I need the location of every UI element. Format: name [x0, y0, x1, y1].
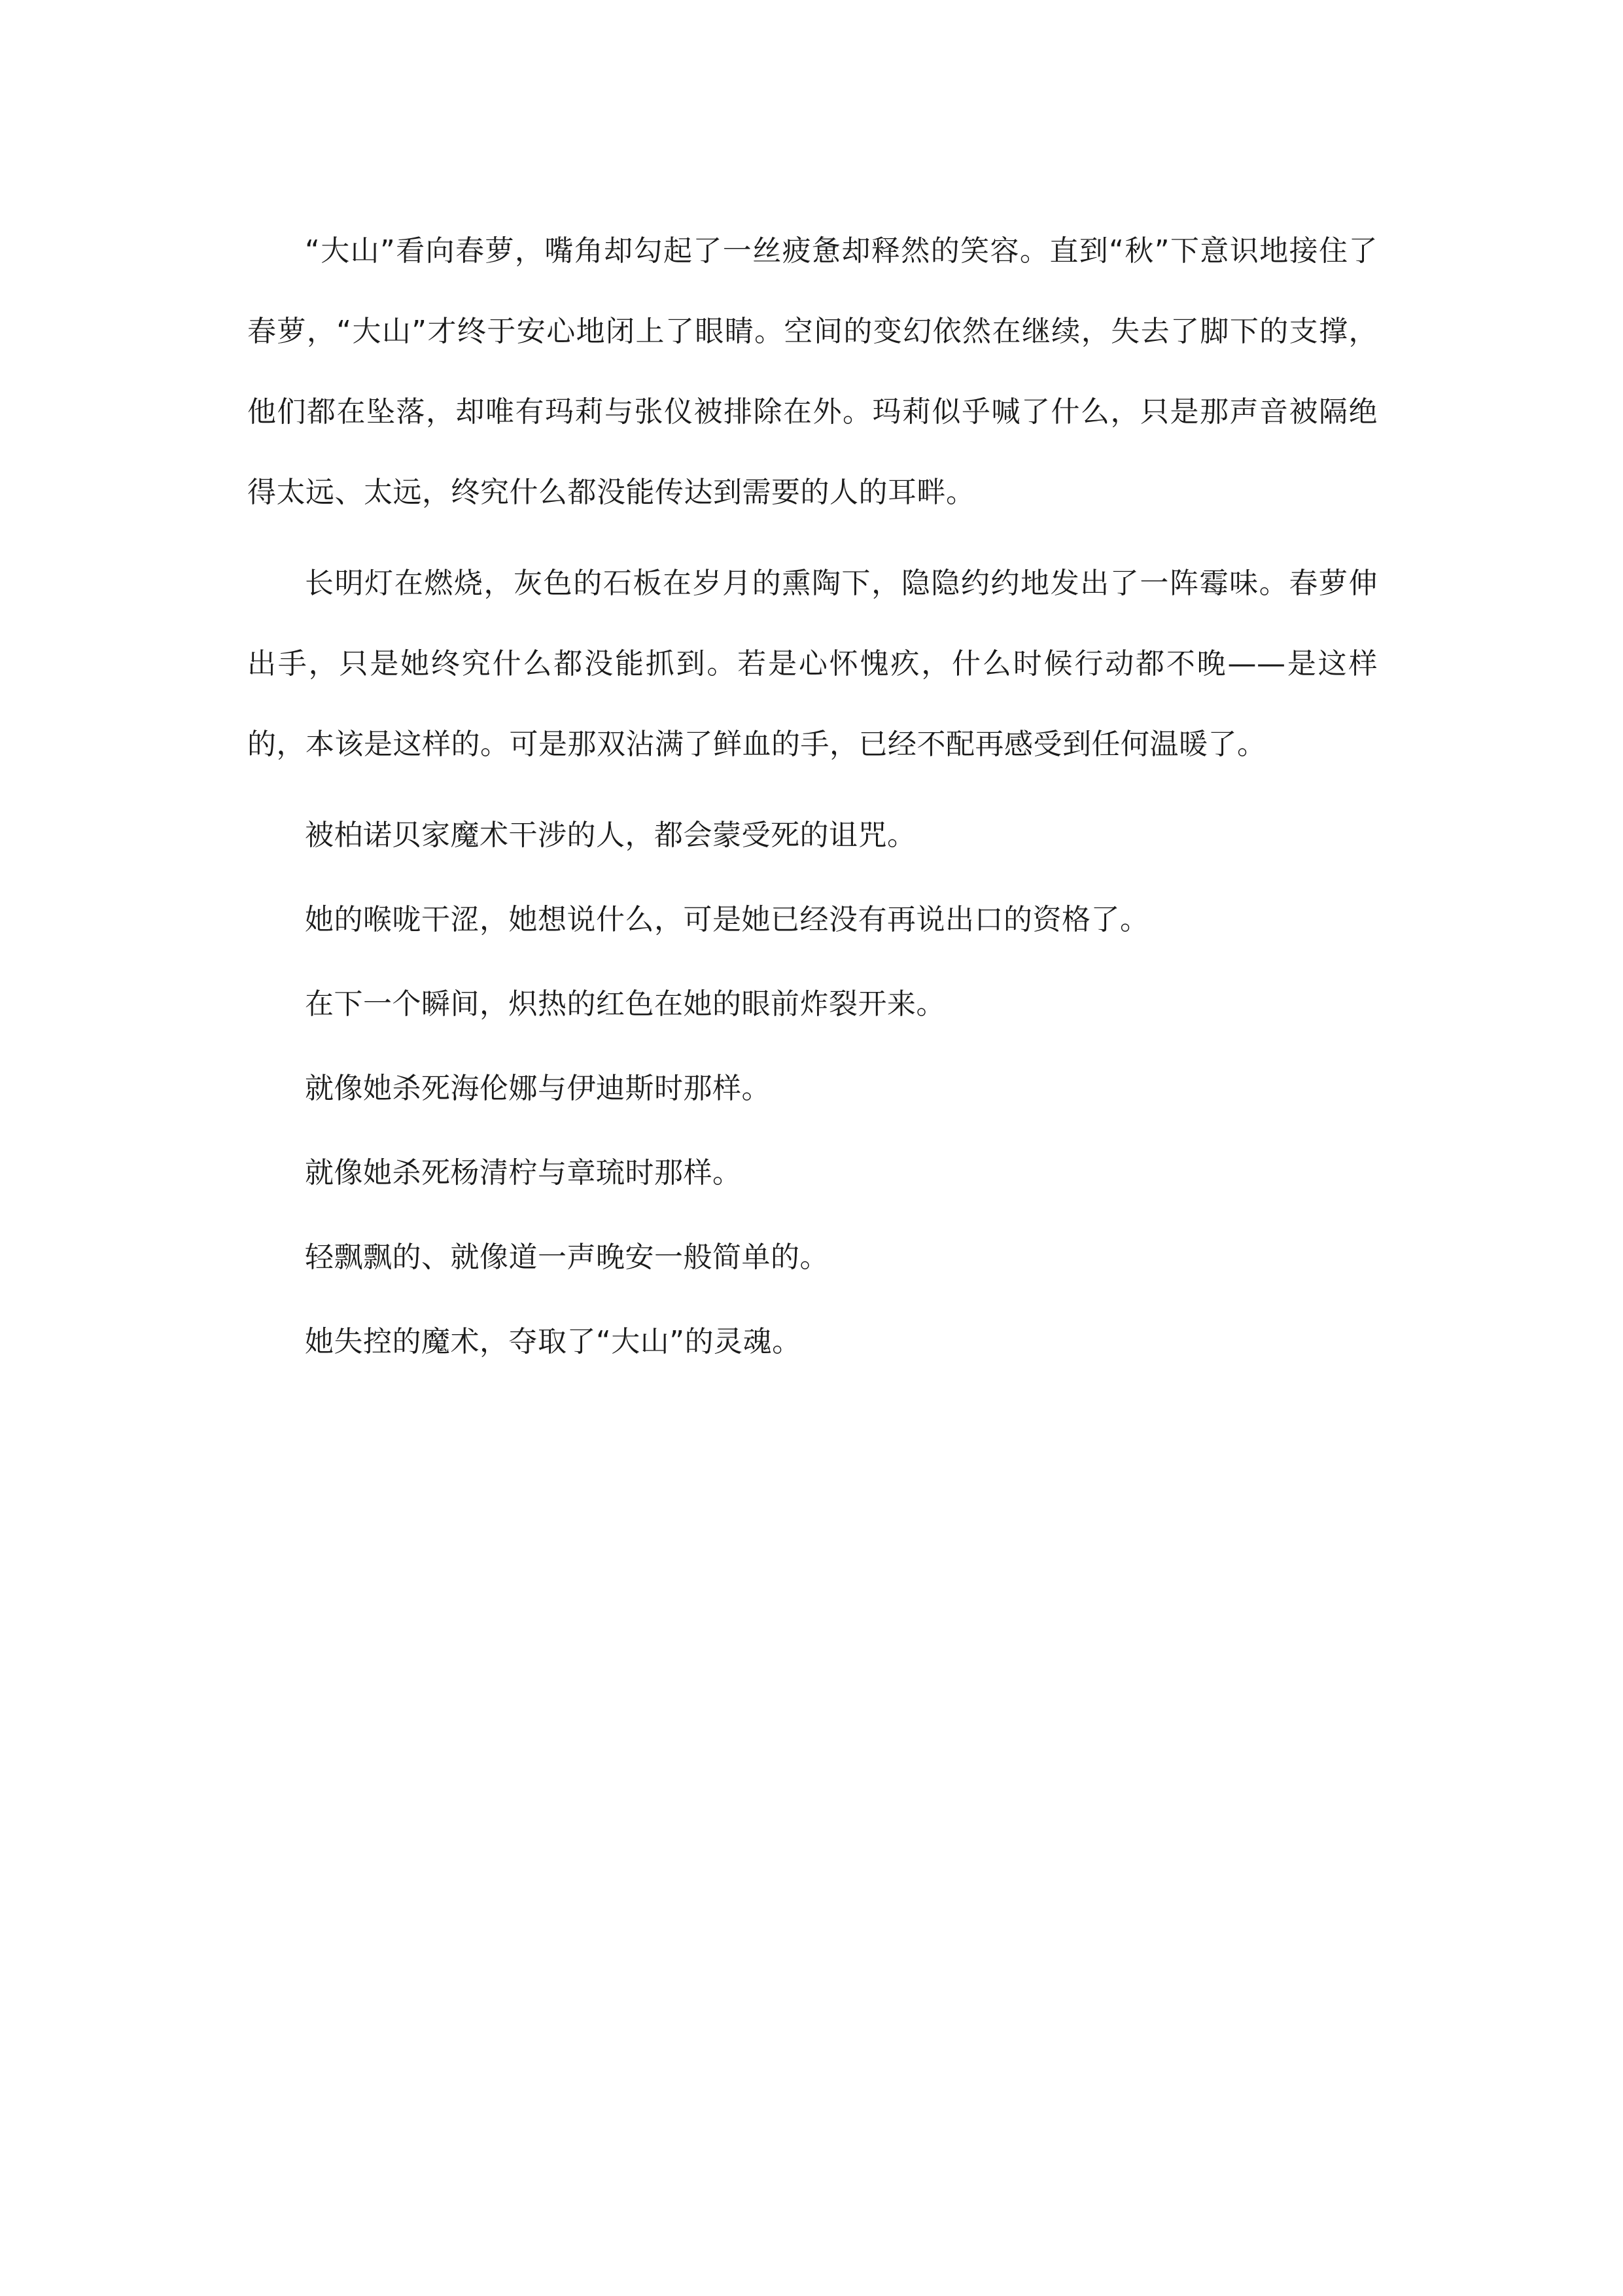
body-text [247, 211, 1378, 1386]
paragraph: 轻飘飘的、就像道一声晚安一般简单的。 [305, 1241, 829, 1274]
paragraph: 她的喉咙干涩，她想说什么，可是她已经没有再说出口的资格了。 [305, 903, 1149, 936]
paragraph: 就像她杀死杨清柠与章琉时那样。 [305, 1156, 742, 1190]
paragraph: 被柏诺贝家魔术干涉的人，都会蒙受死的诅咒。 [305, 819, 916, 852]
paragraph: “大山”看向春萝，嘴角却勾起了一丝疲惫却释然的笑容。直到“秋”下意识地接住了春萝，“大山”才终于安心地闭上了眼睛。空间的变幻依然在继续，失去了脚下的支撑，他们都在坠落，却唯有玛莉与张仪被排除在外。玛莉似乎喊了什么，只是那声音被隔绝得太远、太远，终究什么都没能传达到需要的人的耳畔。 [247, 234, 1378, 509]
paragraph: 她失控的魔术，夺取了“大山”的灵魂。 [305, 1325, 801, 1358]
paragraph: 在下一个瞬间，炽热的红色在她的眼前炸裂开来。 [305, 987, 945, 1021]
paragraph: 长明灯在燃烧，灰色的石板在岁月的熏陶下，隐隐约约地发出了一阵霉味。春萝伸出手，只是她终究什么都没能抓到。若是心怀愧疚，什么时候行动都不晚——是这样的，本该是这样的。可是那双沾满了鲜血的手，已经不配再感受到任何温暖了。 [247, 567, 1378, 761]
paragraph: 就像她杀死海伦娜与伊迪斯时那样。 [305, 1072, 771, 1105]
